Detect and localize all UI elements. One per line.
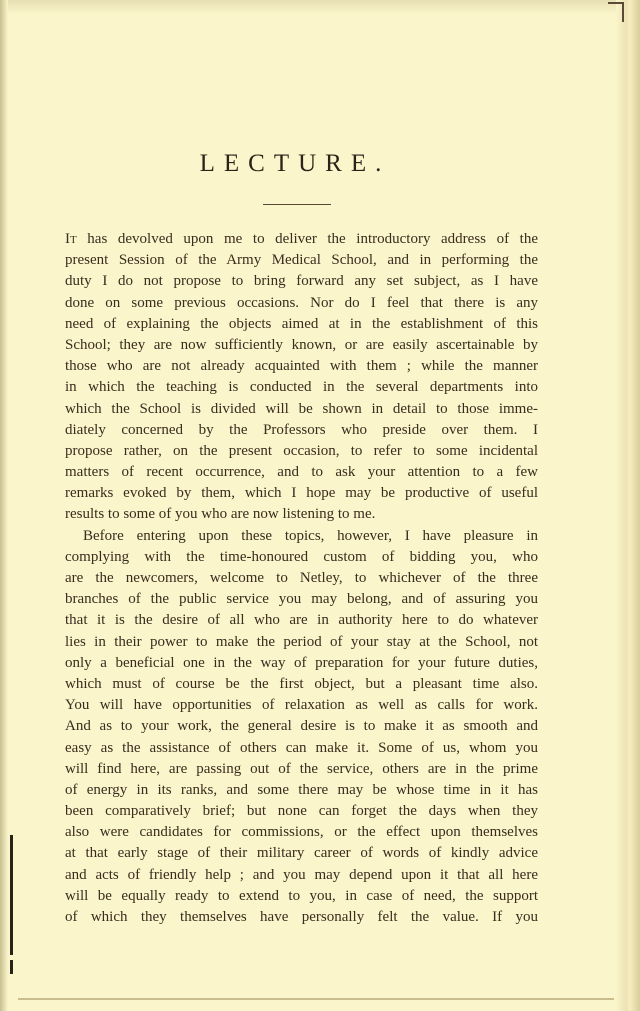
text-line: those who are not already acquainted with them ; while the manner (65, 358, 538, 375)
text-line: You will have opportunities of relaxation as well as calls for work. (65, 697, 538, 714)
text-line: present Session of the Army Medical School, and in performing the (65, 252, 538, 269)
text-line: results to some of you who are now listening to me. (65, 506, 376, 523)
text-line: at that early stage of their military career of words of kindly advice (65, 845, 538, 862)
text-line: which the School is divided will be shown in detail to those imme- (65, 400, 538, 417)
text-line: easy as the assistance of others can make it. Some of us, whom you (65, 739, 538, 756)
text-line: School; they are now sufficiently known, or are easily ascertainable by (65, 336, 538, 353)
text-line: And as to your work, the general desire is to make it as smooth and (65, 718, 538, 735)
text-line: diately concerned by the Professors who preside over them. I (65, 421, 538, 438)
text-line: Before entering upon these topics, however, I have pleasure in (83, 527, 538, 544)
page-title: LECTURE. (199, 150, 391, 177)
lead-word: It (65, 231, 77, 247)
page-top-edge (0, 0, 640, 14)
paragraph-1 (65, 229, 538, 526)
text-line: and acts of friendly help ; and you may depend upon it that all here (65, 866, 538, 883)
text-line: need of explaining the objects aimed at in the establishment of this (65, 315, 538, 332)
text-line: matters of recent occurrence, and to ask your attention to a few (65, 464, 538, 481)
text-line: branches of the public service you may belong, and of assuring you (65, 591, 538, 608)
text-line: remarks evoked by them, which I hope may be productive of useful (65, 485, 538, 502)
text-line: lies in their power to make the period of your stay at the School, not (65, 633, 538, 650)
page-right-edge (616, 0, 640, 1011)
page-bottom-edge (18, 998, 614, 1000)
text-line: duty I do not propose to bring forward any set subject, as I have (65, 273, 538, 290)
binding-shadow-mark (10, 835, 13, 955)
title-divider (263, 204, 331, 205)
text-line: will be equally ready to extend to you, in case of need, the support (65, 887, 538, 904)
text-line: of energy in its ranks, and some there may be whose time in it has (65, 781, 538, 798)
text-line: propose rather, on the present occasion, to refer to some incidental (65, 442, 538, 459)
text-line: of which they themselves have personally felt the value. If you (65, 909, 538, 925)
text-line: which must of course be the first object, but a pleasant time also. (65, 675, 538, 692)
text-line: that it is the desire of all who are in authority here to do whatever (65, 612, 538, 629)
text-line: also were candidates for commissions, or the effect upon themselves (65, 824, 538, 841)
text-line: done on some previous occasions. Nor do I feel that there is any (65, 294, 538, 311)
text-line: only a beneficial one in the way of preparation for your future duties, (65, 654, 538, 671)
corner-fold-mark (608, 2, 624, 22)
binding-shadow-mark (10, 960, 13, 974)
text-line: been comparatively brief; but none can forget the days when they (65, 803, 538, 820)
text-line: are the newcomers, welcome to Netley, to whichever of the three (65, 570, 538, 586)
body-text (65, 229, 538, 928)
text-line: It has devolved upon me to deliver the introductory address of the (65, 231, 538, 247)
text-line: complying with the time-honoured custom of bidding you, who (65, 548, 538, 565)
text-line: will find here, are passing out of the service, others are in the prime (65, 760, 538, 777)
paragraph-2 (65, 526, 538, 929)
text-line: in which the teaching is conducted in the several departments into (65, 379, 538, 396)
